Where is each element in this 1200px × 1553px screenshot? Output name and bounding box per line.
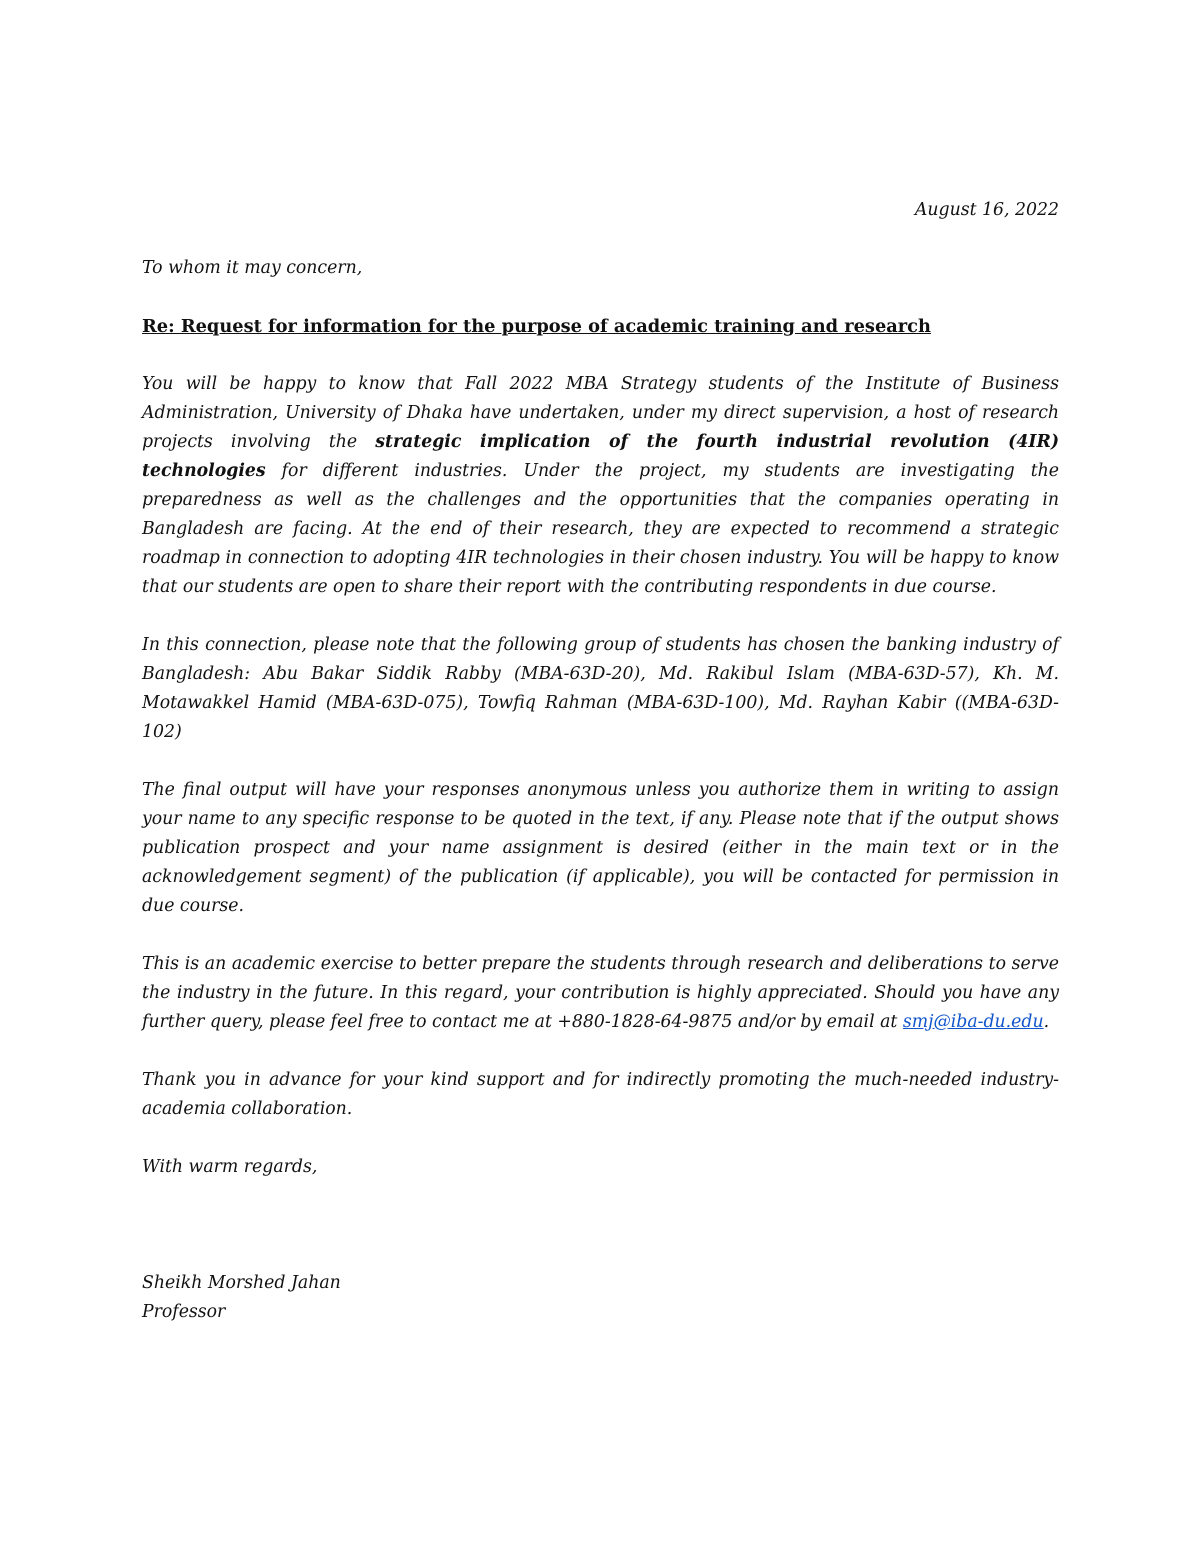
paragraph-1-part-1: You will be happy to know that Fall 2022 MBA Strategy students of the Institute of Business Administration, University of Dhaka have undertaken, under my direct supervision, a host of research projects involving the xyxy=(142,374,1059,452)
paragraph-research-projects xyxy=(142,370,1059,602)
paragraph-4-end: . xyxy=(1043,1012,1050,1032)
paragraph-contact xyxy=(142,950,1059,1037)
letter-date: August 16, 2022 xyxy=(914,200,1059,220)
paragraph-thanks: Thank you in advance for your kind support and for indirectly promoting the much-needed industry-academia collaboration. xyxy=(142,1070,1059,1119)
paragraph-anonymity: The final output will have your responses anonymous unless you authorize them in writing to assign your name to any specific response to be quoted in the text, if any. Please note that if the output shows publication prospect and your name assignment is desired (either in the main text or in the acknowledgement segment) of the publication (if applicable), you will be contacted for permission in due course. xyxy=(142,780,1059,916)
closing: With warm regards, xyxy=(142,1157,318,1177)
paragraph-4-text: This is an academic exercise to better prepare the students through research and deliberations to serve the industry in the future. In this regard, your contribution is highly appreciated. Should you have any further query, please feel free to contact me at +880-1828-64-9875 and/or by email at xyxy=(142,954,1059,1032)
signature-name: Sheikh Morshed Jahan xyxy=(142,1273,341,1293)
subject-line: Re: Request for information for the purpose of academic training and research xyxy=(142,316,931,337)
email-link[interactable]: smj@iba-du.edu xyxy=(902,1012,1044,1032)
paragraph-student-group: In this connection, please note that the following group of students has chosen the banking industry of Bangladesh: Abu Bakar Siddik Rabby (MBA-63D-20), Md. Rakibul Islam (MBA-63D-57), Kh. M. Motawakkel Hamid (MBA-63D-075), Towfiq Rahman (MBA-63D-100), Md. Rayhan Kabir ((MBA-63D-102) xyxy=(142,635,1059,742)
letter-content xyxy=(142,196,1059,1327)
signature-block xyxy=(142,1269,1059,1327)
signature-title: Professor xyxy=(142,1302,226,1322)
paragraph-1-emphasis: strategic implication of the fourth industrial revolution (4IR) technologies xyxy=(142,432,1059,481)
salutation: To whom it may concern, xyxy=(142,258,363,278)
paragraph-1-part-2: for different industries. Under the project, my students are investigating the preparedness as well as the challenges and the opportunities that the companies operating in Bangladesh are facing. At the end of their research, they are expected to recommend a strategic roadmap in connection to adopting 4IR technologies in their chosen industry. You will be happy to know that our students are open to share their report with the contributing respondents in due course. xyxy=(142,461,1059,597)
